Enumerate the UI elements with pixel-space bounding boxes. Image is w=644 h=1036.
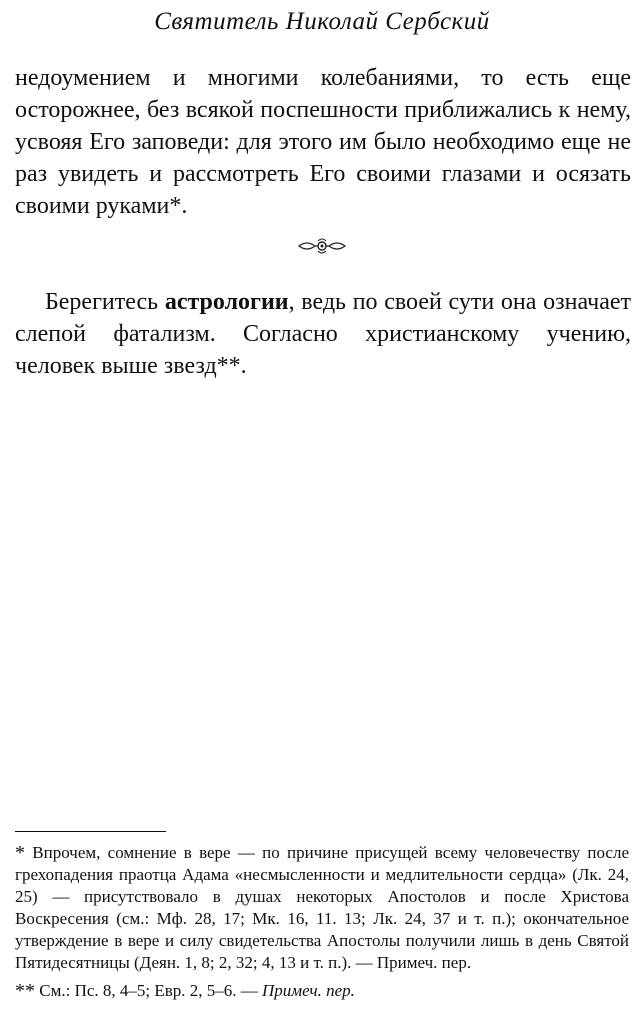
paragraph-text <box>15 286 631 382</box>
footnote-divider <box>15 831 166 832</box>
paragraph-text: недоумением и многими колебаниями, то есть еще осторожнее, без всякой поспешности приближались к нему, усвояя Его заповеди: для этого им было необходимо еще не раз увидеть и рассмотреть Его своими глазами и осязать своими руками*. <box>15 65 631 219</box>
floral-ornament-icon <box>297 236 347 256</box>
footnote-text: Впрочем, сомнение в вере — по причине присущей всему человечеству после грехопадения праотца Адама «несмысленности и медлительности сердца» (Лк. 24, 25) — присутствовало в душах некоторых Апостолов и после Христова Воскресения (см.: Мф. 28, 17; Мк. 16, 11. 13; Лк. 24, 37 и т. п.); окончательное утверждение в вере и силу свидетельства Апостолы получили лишь в день Святой Пятидесятницы (Деян. 1, 8; 2, 32; 4, 13 и т. п.). — Примеч. пер. <box>15 843 629 972</box>
footnote-2 <box>15 980 629 1002</box>
footnote-marker: * <box>15 842 25 864</box>
paragraph-continued <box>15 62 631 222</box>
footnote-italic-note: Примеч. пер. <box>262 981 355 1000</box>
text-before: Берегитесь <box>45 289 165 315</box>
text-after: , ведь по своей сути она означает слепой фатализм. Согласно христианскому учению, человек выше звезд**. <box>15 289 631 379</box>
footnote-text: См.: Пс. 8, 4–5; Евр. 2, 5–6. — <box>35 981 263 1000</box>
paragraph-astrology <box>15 286 631 382</box>
running-header: Святитель Николай Сербский <box>154 8 490 35</box>
bold-term: астрологии <box>164 289 289 315</box>
footnote-marker: ** <box>15 980 35 1002</box>
footnote-1 <box>15 842 629 974</box>
footnotes <box>15 842 629 1002</box>
